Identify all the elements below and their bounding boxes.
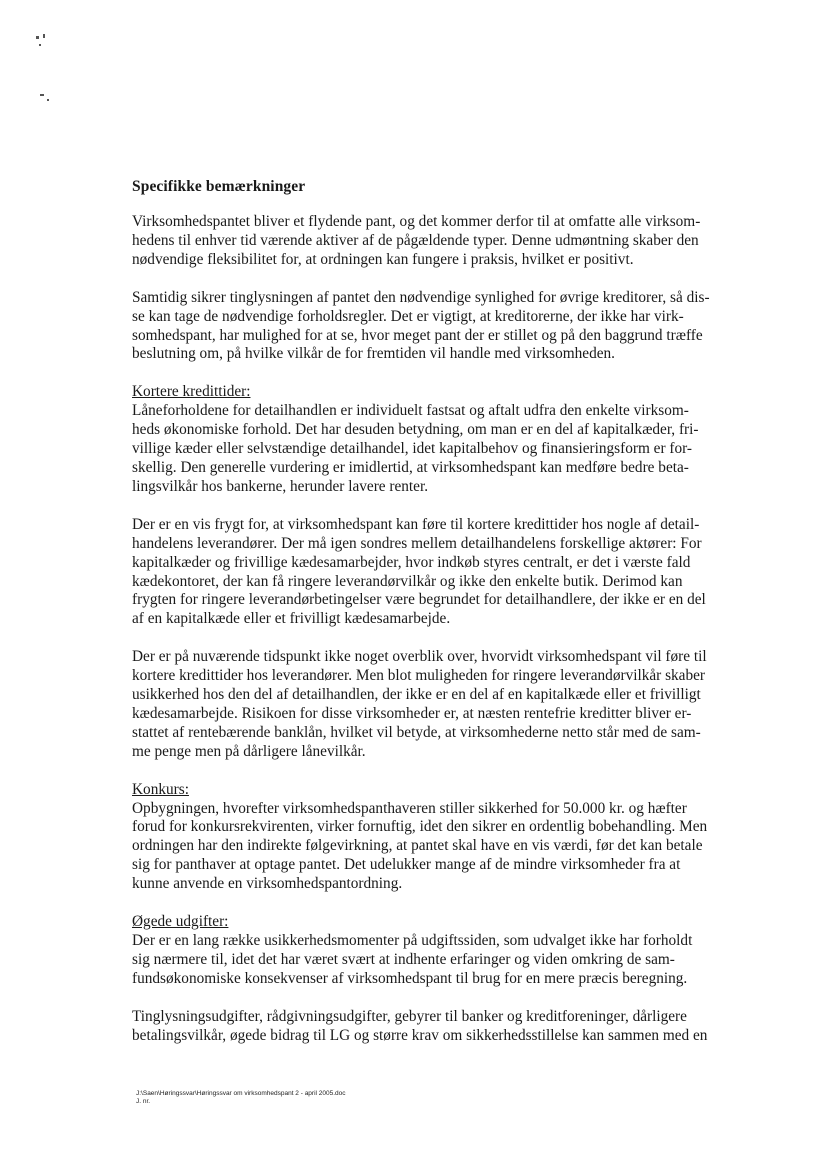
footer-journal-number: J. nr. [136,1098,151,1105]
paragraph [132,648,772,761]
paragraph [132,213,772,270]
paragraph-line: hedens til enhver tid værende aktiver af de pågældende typer. Denne udmøntning skaber den [132,231,699,249]
paragraph-line: kunne anvende en virksomhedspantordning. [132,875,403,893]
paragraph-line: Der er på nuværende tidspunkt ikke noget overblik over, hvorvidt virksomhedspant vil føre til [132,648,707,666]
paragraph-line: forud for konkursrekvirenten, virker fornuftig, idet den sikrer en ordentlig bobehandling. Men [132,818,708,836]
paragraph-line: sig nærmere til, idet det har været svært at indhente erfaringer og viden omkring de sam- [132,950,675,968]
paragraph-line: me penge men på dårligere lånevilkår. [132,742,366,760]
scan-speck [40,94,44,96]
paragraph-line: handelens leverandører. Der må igen sondres mellem detailhandelens forskellige aktører: For [132,534,702,552]
paragraph-line: Opbygningen, hvorefter virksomhedspanthaveren stiller sikkerhed for 50.000 kr. og hæfter [132,799,687,817]
paragraph [132,913,772,989]
paragraph-line: somhedspant, har mulighed for at se, hvor meget pant der er stillet og på den baggrund træffe [132,326,703,344]
paragraph-line: betalingsvilkår, øgede bidrag til LG og større krav om sikkerhedsstillelse kan sammen med en [132,1026,708,1044]
paragraph-line: stattet af rentebærende banklån, hvilket vil betyde, at virksomhederne netto står med de sam- [132,723,701,741]
paragraph-line: Samtidig sikrer tinglysningen af pantet den nødvendige synlighed for øvrige kreditorer, så dis- [132,288,710,306]
paragraph [132,289,772,365]
paragraph-line: fundsøkonomiske konsekvenser af virksomhedspant til brug for en mere præcis beregning. [132,969,688,987]
document-footer [136,1090,346,1106]
paragraph-line: lingsvilkår hos bankerne, herunder lavere renter. [132,477,429,495]
scan-speck [36,36,39,39]
footer-file-path: J:\Saen\Høringssvar\Høringssvar om virksomhedspant 2 - april 2005.doc [136,1090,346,1097]
paragraph-line: Der er en lang række usikkerhedsmomenter på udgiftssiden, som udvalget ikke har forholdt [132,932,693,949]
document-body [132,213,772,1065]
paragraph-line: usikkerhed hos den del af detailhandlen, der ikke er en del af en kapitalkæde eller et frivilligt [132,686,701,704]
paragraph-line: kædesamarbejde. Risikoen for disse virksomheder er, at næsten rentefrie kreditter bliver er- [132,704,692,722]
scan-speck [47,99,49,101]
paragraph-line: ordningen har den indirekte følgevirkning, at pantet skal have en vis værdi, før det kan betale [132,837,703,855]
paragraph-line: skellig. Den generelle vurdering er imidlertid, at virksomhedspant kan medføre bedre beta- [132,458,689,476]
paragraph-line: Der er en vis frygt for, at virksomhedspant kan føre til kortere kredittider hos nogle af detail- [132,515,700,533]
paragraph-line: Låneforholdene for detailhandlen er individuelt fastsat og aftalt udfra den enkelte virksom- [132,402,689,420]
paragraph-line: heds økonomiske forhold. Det har desuden betydning, om man er en del af kapitalkæder, fri- [132,421,699,439]
paragraph-line: villige kæder eller selvstændige detailhandel, idet kapitalbehov og finansieringsform er for- [132,440,692,458]
paragraph-line: kædekontoret, der kan få ringere leverandørvilkår og ikke den enkelte butik. Derimod kan [132,572,683,590]
paragraph-line: kapitalkæder og frivillige kædesamarbejder, hvor indkøb styres centralt, er det i værste fald [132,553,691,571]
paragraph [132,516,772,629]
paragraph [132,1008,772,1046]
paragraph-line: sig for panthaver at optage pantet. Det udelukker mange af de mindre virksomheder fra at [132,856,681,874]
scan-speck [43,34,45,38]
paragraph-line: se kan tage de nødvendige forholdsregler. Det er vigtigt, at kreditorerne, der ikke har virk- [132,307,684,325]
section-title: Konkurs: [132,780,189,798]
paragraph-line: Tinglysningsudgifter, rådgivningsudgifter, gebyrer til banker og kreditforeninger, dårligere [132,1007,687,1025]
paragraph-line: Virksomhedspantet bliver et flydende pant, og det kommer derfor til at omfatte alle virksom- [132,213,701,230]
paragraph [132,383,772,496]
paragraph-line: nødvendige fleksibilitet for, at ordningen kan fungere i praksis, hvilket er positivt. [132,250,634,268]
section-title: Kortere kredittider: [132,383,251,401]
scan-speck [39,44,41,46]
paragraph-line: kortere kredittider hos leverandører. Men blot muligheden for ringere leverandørvilkår skaber [132,667,705,685]
paragraph [132,781,772,894]
paragraph-line: beslutning om, på hvilke vilkår de for fremtiden vil handle med virksomheden. [132,345,616,363]
paragraph-line: frygten for ringere leverandørbetingelser være begrundet for detailhandlere, der ikke er en del [132,591,706,609]
section-title: Øgede udgifter: [132,913,229,931]
document-heading: Specifikke bemærkninger [132,178,306,195]
paragraph-line: af en kapitalkæde eller et frivilligt kædesamarbejde. [132,610,451,628]
